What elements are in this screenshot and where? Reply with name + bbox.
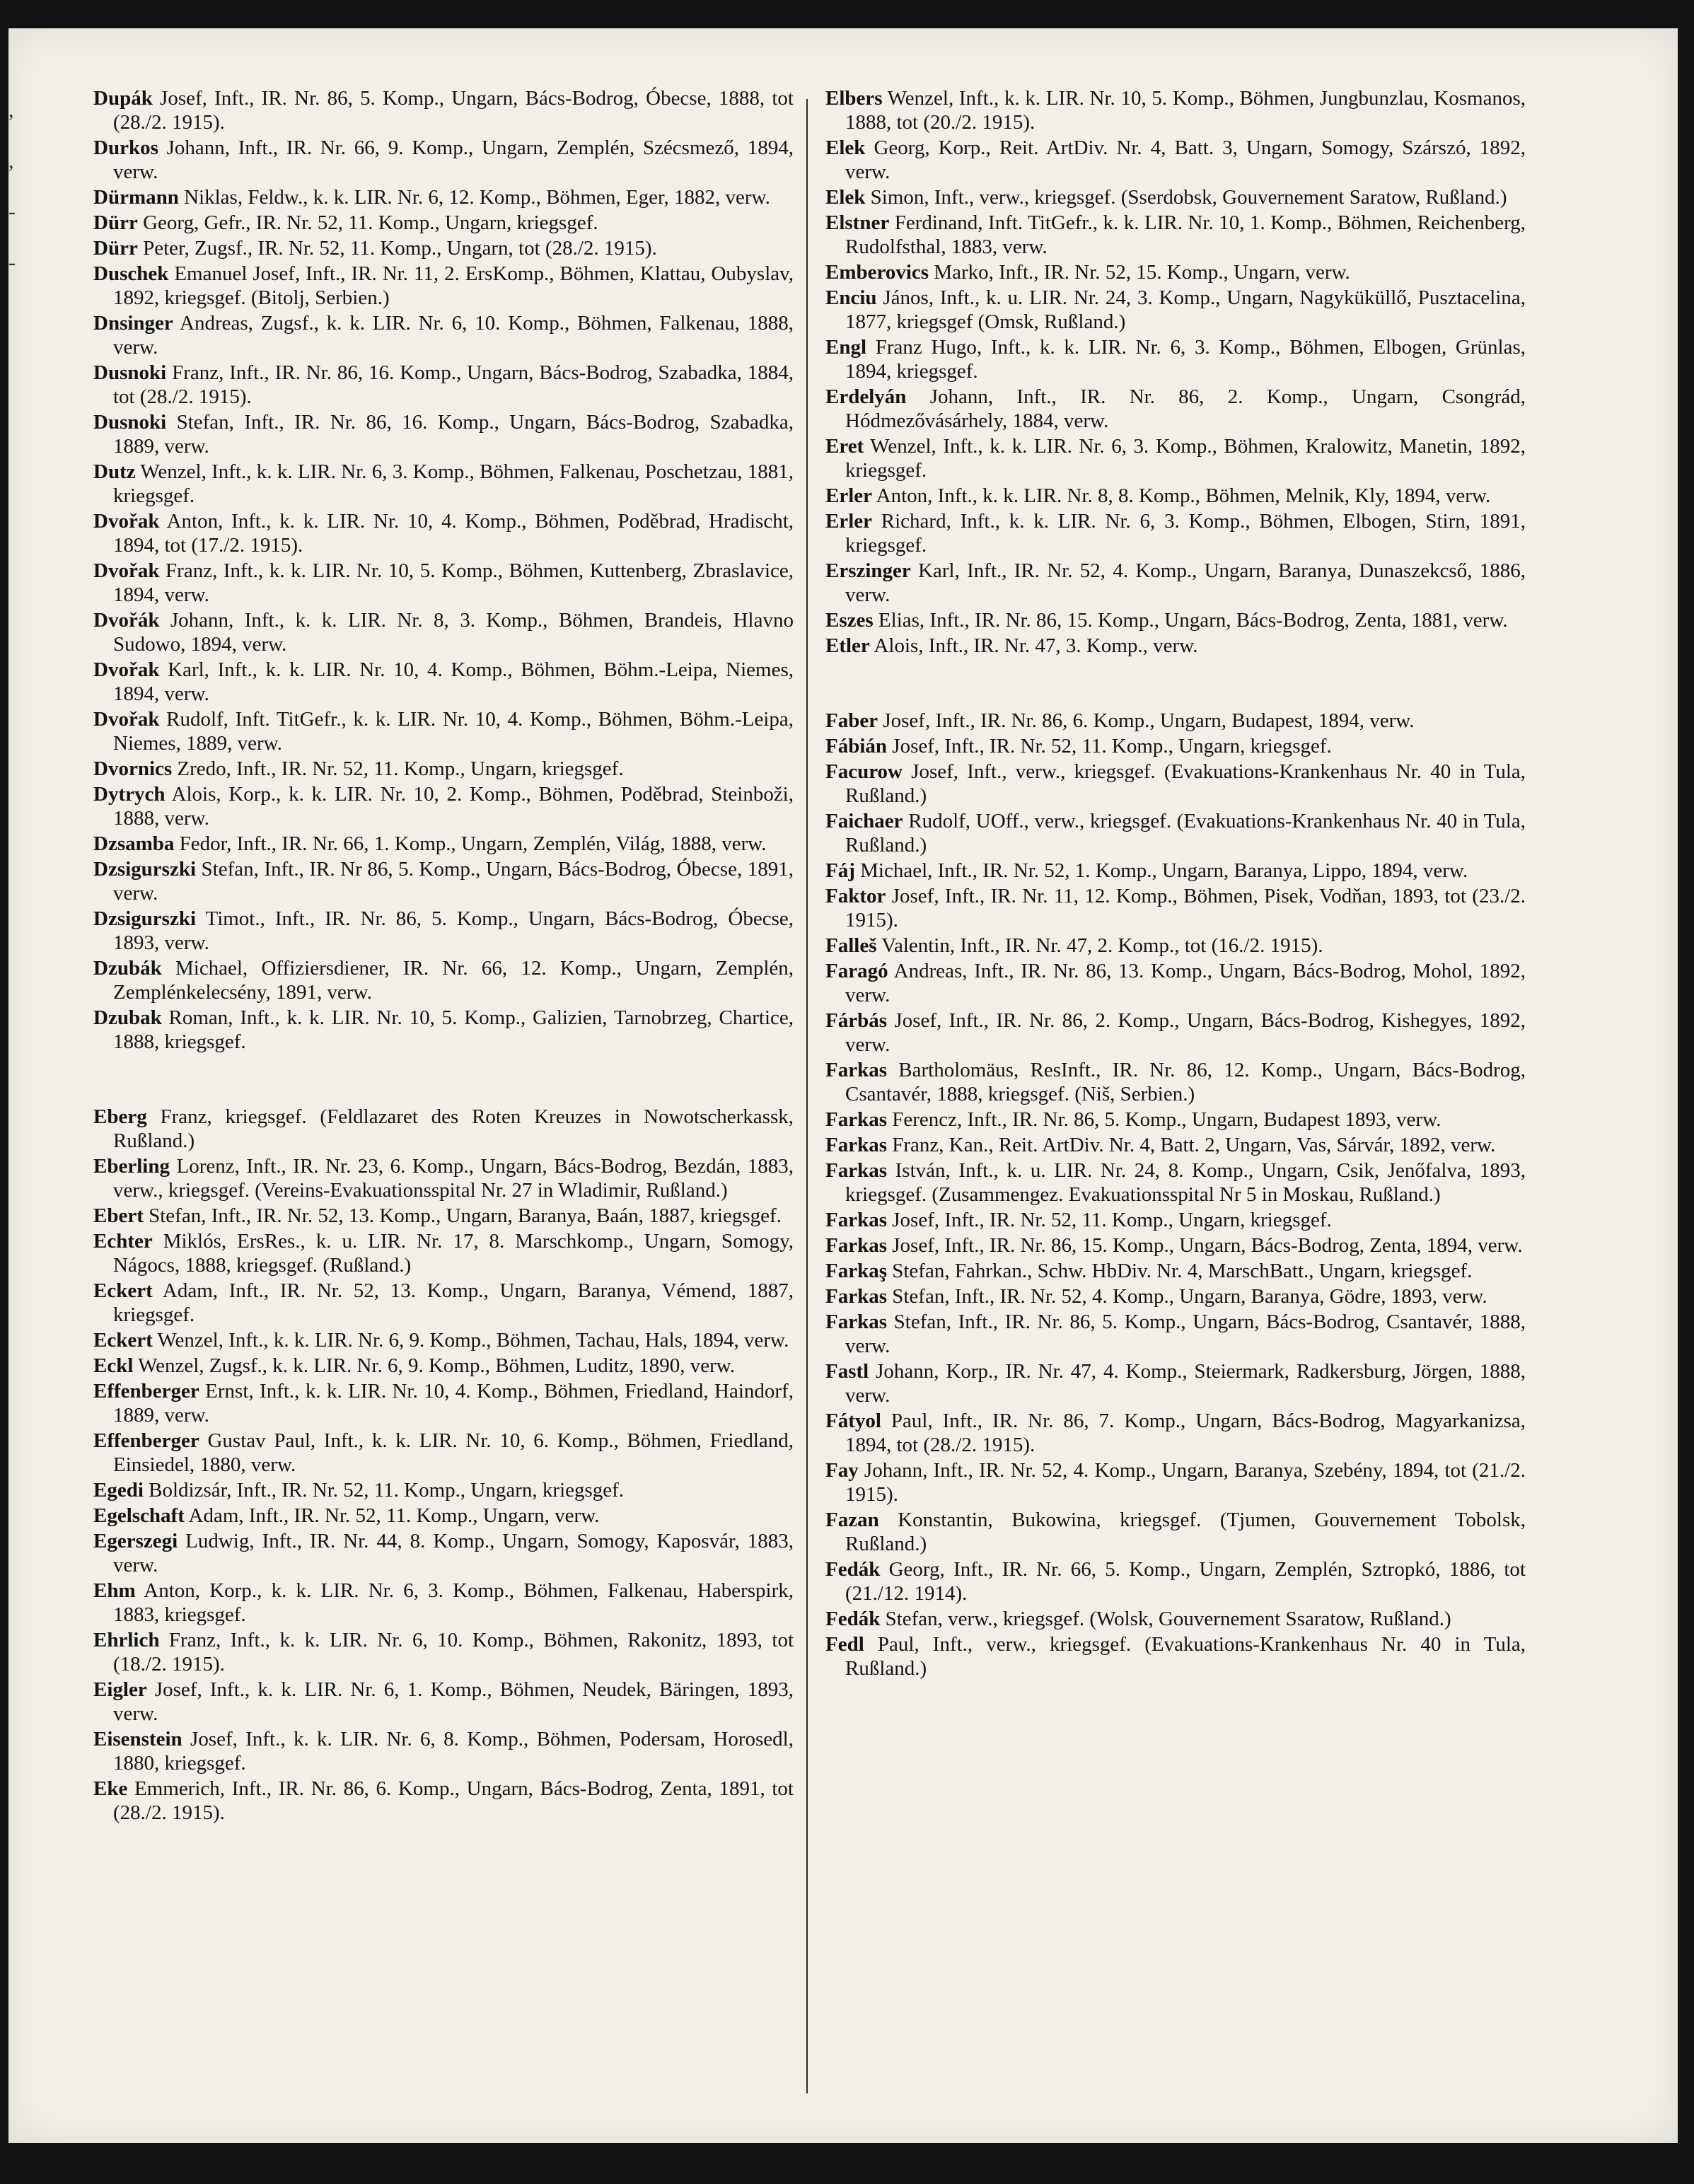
- register-entry: [825, 484, 1526, 508]
- register-entry: [825, 760, 1526, 808]
- entry-details: Miklós, ErsRes., k. u. LIR. Nr. 17, 8. Marschkomp., Ungarn, Somogy, Nágocs, 1888, kriegsgef. (Rußland.): [113, 1230, 794, 1277]
- entry-details: Peter, Zugsf., IR. Nr. 52, 11. Komp., Ungarn, tot (28./2. 1915).: [137, 237, 657, 260]
- entry-details: Rudolf, UOff., verw., kriegsgef. (Evakuations-Krankenhaus Nr. 40 in Tula, Rußland.): [845, 810, 1526, 856]
- entry-surname: Eckl: [93, 1354, 134, 1377]
- entry-details: Andreas, Inft., IR. Nr. 86, 13. Komp., Ungarn, Bács-Bodrog, Mohol, 1892, verw.: [845, 960, 1526, 1006]
- entry-details: Paul, Inft., verw., kriegsgef. (Evakuations-Krankenhaus Nr. 40 in Tula, Rußland.): [845, 1633, 1526, 1680]
- entry-surname: Engl: [825, 336, 867, 359]
- entry-details: István, Inft., k. u. LIR. Nr. 24, 8. Komp., Ungarn, Csik, Jenőfalva, 1893, kriegsgef. (Zusammengez. Evakuationsspital Nr 5 in Moskau, Rußland.): [845, 1159, 1526, 1206]
- right-group-f: [825, 709, 1526, 1680]
- left-group-e: [93, 1105, 794, 1825]
- entry-details: Alois, Korp., k. k. LIR. Nr. 10, 2. Komp., Böhmen, Poděbrad, Steinboži, 1888, verw.: [113, 783, 794, 830]
- entry-details: Lorenz, Inft., IR. Nr. 23, 6. Komp., Ungarn, Bács-Bodrog, Bezdán, 1883, verw., kriegsgef. (Vereins-Evakuationsspital Nr. 27 in Wladimir, Rußland.): [113, 1155, 794, 1202]
- entry-details: Josef, Inft., IR. Nr. 11, 12. Komp., Böhmen, Pisek, Vodňan, 1893, tot (23./2. 1915).: [845, 885, 1526, 931]
- entry-details: Rudolf, Inft. TitGefr., k. k. LIR. Nr. 10, 4. Komp., Böhmen, Böhm.-Leipa, Niemes, 1889, verw.: [113, 708, 794, 755]
- entry-surname: Dvornics: [93, 757, 173, 780]
- entry-surname: Eberling: [93, 1155, 170, 1178]
- entry-surname: Egelschaft: [93, 1504, 185, 1527]
- register-entry: [825, 734, 1526, 758]
- entry-surname: Enciu: [825, 286, 877, 309]
- register-entry: [825, 335, 1526, 383]
- register-entry: [93, 857, 794, 905]
- register-entry: [825, 1284, 1526, 1308]
- entry-surname: Faber: [825, 709, 878, 732]
- entry-surname: Eckert: [93, 1279, 153, 1302]
- entry-details: Niklas, Feldw., k. k. LIR. Nr. 6, 12. Komp., Böhmen, Eger, 1882, verw.: [178, 186, 770, 209]
- entry-details: Johann, Inft., k. k. LIR. Nr. 8, 3. Komp., Böhmen, Brandeis, Hlavno Sudowo, 1894, verw.: [113, 609, 794, 656]
- entry-details: Emmerich, Inft., IR. Nr. 86, 6. Komp., Ungarn, Bács-Bodrog, Zenta, 1891, tot (28./2. 1915).: [113, 1777, 794, 1824]
- entry-surname: Elstner: [825, 211, 890, 234]
- entry-surname: Elbers: [825, 87, 883, 110]
- register-entry: [825, 809, 1526, 857]
- entry-details: Roman, Inft., k. k. LIR. Nr. 10, 5. Komp., Galizien, Tarnobrzeg, Chartice, 1888, kriegsgef.: [113, 1006, 794, 1053]
- entry-details: Josef, Inft., k. k. LIR. Nr. 6, 1. Komp., Böhmen, Neudek, Bäringen, 1893, verw.: [113, 1678, 794, 1725]
- entry-details: Zredo, Inft., IR. Nr. 52, 11. Komp., Ungarn, kriegsgef.: [172, 757, 624, 780]
- entry-surname: Elek: [825, 186, 866, 209]
- entry-details: Emanuel Josef, Inft., IR. Nr. 11, 2. ErsKomp., Böhmen, Klattau, Oubyslav, 1892, kriegsgef. (Bitolj, Serbien.): [113, 262, 794, 309]
- entry-details: Franz, Inft., IR. Nr. 86, 16. Komp., Ungarn, Bács-Bodrog, Szabadka, 1884, tot (28./2. 1915).: [113, 361, 794, 408]
- entry-surname: Eckert: [93, 1329, 153, 1352]
- left-column: [93, 86, 794, 1826]
- entry-surname: Dürmann: [93, 186, 179, 209]
- entry-details: Ernst, Inft., k. k. LIR. Nr. 10, 4. Komp., Böhmen, Friedland, Haindorf, 1889, verw.: [113, 1380, 794, 1427]
- entry-details: Ferdinand, Inft. TitGefr., k. k. LIR. Nr. 10, 1. Komp., Böhmen, Reichenberg, Rudolfsthal, 1883, verw.: [845, 211, 1526, 258]
- entry-surname: Dürr: [93, 211, 138, 234]
- entry-surname: Farkas: [825, 1285, 887, 1308]
- entry-details: Johann, Inft., IR. Nr. 52, 4. Komp., Ungarn, Baranya, Szebény, 1894, tot (21./2. 1915).: [845, 1459, 1526, 1506]
- entry-surname: Egedi: [93, 1479, 144, 1502]
- register-entry: [93, 956, 794, 1004]
- register-entry: [825, 260, 1526, 284]
- entry-surname: Fáj: [825, 859, 855, 882]
- entry-details: Elias, Inft., IR. Nr. 86, 15. Komp., Ungarn, Bács-Bodrog, Zenta, 1881, verw.: [873, 609, 1508, 632]
- entry-details: Michael, Offiziersdiener, IR. Nr. 66, 12. Komp., Ungarn, Zemplén, Zemplénkelecsény, 1891, verw.: [113, 957, 794, 1004]
- register-entry: [825, 1208, 1526, 1232]
- entry-details: Georg, Inft., IR. Nr. 66, 5. Komp., Ungarn, Zemplén, Sztropkó, 1886, tot (21./12. 1914).: [845, 1558, 1526, 1605]
- register-entry: [825, 286, 1526, 334]
- entry-surname: Farkaş: [825, 1260, 887, 1282]
- register-entry: [825, 1108, 1526, 1132]
- entry-surname: Dnsinger: [93, 312, 173, 335]
- left-group-d: [93, 86, 794, 1054]
- entry-surname: Dvořak: [93, 658, 160, 681]
- register-entry: [93, 185, 794, 209]
- entry-surname: Etler: [825, 634, 870, 657]
- entry-surname: Ehrlich: [93, 1629, 160, 1651]
- entry-surname: Fazan: [825, 1509, 879, 1531]
- register-entry: [93, 509, 794, 557]
- entry-surname: Dzsamba: [93, 832, 175, 855]
- entry-surname: Erler: [825, 510, 873, 533]
- entry-surname: Eszes: [825, 609, 874, 632]
- entry-details: Karl, Inft., k. k. LIR. Nr. 10, 4. Komp., Böhmen, Böhm.-Leipa, Niemes, 1894, verw.: [113, 658, 794, 705]
- entry-details: Stefan, Inft., IR. Nr. 86, 5. Komp., Ungarn, Bács-Bodrog, Csantavér, 1888, verw.: [845, 1311, 1526, 1357]
- register-entry: [825, 1458, 1526, 1506]
- register-entry: [93, 262, 794, 310]
- register-entry: [93, 86, 794, 134]
- register-entry: [825, 185, 1526, 209]
- entry-details: Johann, Inft., IR. Nr. 66, 9. Komp., Ungarn, Zemplén, Szécsmező, 1894, verw.: [113, 136, 794, 183]
- entry-surname: Emberovics: [825, 261, 929, 284]
- register-entry: [93, 1229, 794, 1277]
- entry-details: Karl, Inft., IR. Nr. 52, 4. Komp., Ungarn, Baranya, Dunaszekcső, 1886, verw.: [845, 559, 1526, 606]
- register-entry: [825, 1133, 1526, 1157]
- register-entry: [825, 1310, 1526, 1358]
- register-entry: [93, 1379, 794, 1427]
- entry-surname: Egerszegi: [93, 1530, 178, 1552]
- entry-surname: Dzubak: [93, 1006, 162, 1029]
- register-entry: [825, 709, 1526, 733]
- entry-surname: Dupák: [93, 87, 153, 110]
- entry-details: Wenzel, Zugsf., k. k. LIR. Nr. 6, 9. Komp., Böhmen, Luditz, 1890, verw.: [133, 1354, 736, 1377]
- entry-surname: Erler: [825, 484, 873, 507]
- register-entry: [825, 1557, 1526, 1605]
- entry-surname: Facurow: [825, 760, 903, 783]
- entry-surname: Farkas: [825, 1311, 887, 1333]
- entry-details: Wenzel, Inft., k. k. LIR. Nr. 6, 9. Komp., Böhmen, Tachau, Hals, 1894, verw.: [152, 1329, 789, 1352]
- entry-surname: Eberg: [93, 1105, 147, 1128]
- register-entry: [93, 832, 794, 856]
- register-entry: [825, 859, 1526, 883]
- entry-details: János, Inft., k. u. LIR. Nr. 24, 3. Komp., Ungarn, Nagyküküllő, Pusztacelina, 1877, kriegsgef (Omsk, Rußland.): [845, 286, 1526, 333]
- right-group-e: [825, 86, 1526, 658]
- entry-details: Paul, Inft., IR. Nr. 86, 7. Komp., Ungarn, Bács-Bodrog, Magyarkanizsa, 1894, tot (28./2. 1915).: [845, 1410, 1526, 1456]
- entry-details: Ludwig, Inft., IR. Nr. 44, 8. Komp., Ungarn, Somogy, Kaposvár, 1883, verw.: [113, 1530, 794, 1576]
- register-entry: [825, 1058, 1526, 1106]
- page-edge-marks: , , - -: [8, 98, 16, 274]
- entry-details: Georg, Gefr., IR. Nr. 52, 11. Komp., Ungarn, kriegsgef.: [137, 211, 598, 234]
- entry-surname: Fedl: [825, 1633, 864, 1656]
- entry-surname: Fátyol: [825, 1410, 881, 1432]
- entry-surname: Ebert: [93, 1204, 144, 1227]
- register-entry: [825, 1607, 1526, 1631]
- entry-surname: Durkos: [93, 136, 158, 159]
- entry-surname: Faktor: [825, 885, 886, 907]
- register-entry: [93, 1478, 794, 1502]
- entry-surname: Effenberger: [93, 1429, 199, 1452]
- register-entry: [93, 1006, 794, 1054]
- entry-details: Franz, Inft., k. k. LIR. Nr. 6, 10. Komp., Böhmen, Rakonitz, 1893, tot (18./2. 1915).: [113, 1629, 794, 1675]
- entry-surname: Dusnoki: [93, 411, 167, 434]
- register-entry: [93, 757, 794, 781]
- entry-surname: Farkas: [825, 1234, 887, 1257]
- entry-details: Johann, Inft., IR. Nr. 86, 2. Komp., Ungarn, Csongrád, Hódmezővásárhely, 1884, verw.: [845, 385, 1526, 432]
- register-entry: [93, 559, 794, 607]
- entry-surname: Effenberger: [93, 1380, 199, 1402]
- entry-details: Marko, Inft., IR. Nr. 52, 15. Komp., Ungarn, verw.: [929, 261, 1350, 284]
- entry-details: Wenzel, Inft., k. k. LIR. Nr. 10, 5. Komp., Böhmen, Jungbunzlau, Kosmanos, 1888, tot (20./2. 1915).: [845, 87, 1526, 134]
- entry-details: Josef, Inft., k. k. LIR. Nr. 6, 8. Komp., Böhmen, Podersam, Horosedl, 1880, kriegsgef.: [113, 1728, 794, 1774]
- entry-details: Stefan, Inft., IR. Nr. 52, 4. Komp., Ungarn, Baranya, Gödre, 1893, verw.: [887, 1285, 1487, 1308]
- entry-details: Johann, Korp., IR. Nr. 47, 4. Komp., Steiermark, Radkersburg, Jörgen, 1888, verw.: [845, 1360, 1526, 1407]
- register-entry: [93, 707, 794, 755]
- entry-surname: Eisenstein: [93, 1728, 182, 1750]
- entry-details: Stefan, Inft., IR. Nr 86, 5. Komp., Ungarn, Bács-Bodrog, Óbecse, 1891, verw.: [113, 858, 794, 905]
- entry-surname: Faichaer: [825, 810, 903, 832]
- entry-details: Stefan, verw., kriegsgef. (Wolsk, Gouvernement Ssaratow, Rußland.): [880, 1608, 1451, 1630]
- register-entry: [93, 1504, 794, 1528]
- register-entry: [825, 884, 1526, 932]
- entry-details: Valentin, Inft., IR. Nr. 47, 2. Komp., tot (16./2. 1915).: [876, 934, 1323, 957]
- entry-surname: Fedák: [825, 1608, 881, 1630]
- entry-details: Alois, Inft., IR. Nr. 47, 3. Komp., verw.: [869, 634, 1198, 657]
- document-page: [8, 28, 1678, 2143]
- entry-details: Franz, Inft., k. k. LIR. Nr. 10, 5. Komp., Böhmen, Kuttenberg, Zbraslavice, 1894, verw.: [113, 559, 794, 606]
- entry-surname: Falleš: [825, 934, 877, 957]
- entry-details: Anton, Korp., k. k. LIR. Nr. 6, 3. Komp., Böhmen, Falkenau, Haberspirk, 1883, kriegsgef.: [113, 1579, 794, 1626]
- entry-details: Stefan, Inft., IR. Nr. 52, 13. Komp., Ungarn, Baranya, Baán, 1887, kriegsgef.: [143, 1204, 782, 1227]
- entry-details: Adam, Inft., IR. Nr. 52, 13. Komp., Ungarn, Baranya, Vémend, 1887, kriegsgef.: [113, 1279, 794, 1326]
- register-entry: [93, 1154, 794, 1202]
- entry-details: Boldizsár, Inft., IR. Nr. 52, 11. Komp., Ungarn, kriegsgef.: [143, 1479, 625, 1502]
- register-entry: [825, 1632, 1526, 1680]
- register-entry: [93, 658, 794, 706]
- entry-surname: Erszinger: [825, 559, 911, 582]
- register-entry: [825, 559, 1526, 607]
- entry-surname: Farkas: [825, 1134, 887, 1156]
- register-entry: [825, 634, 1526, 658]
- right-column: [825, 86, 1526, 1682]
- entry-surname: Fárbás: [825, 1009, 887, 1032]
- register-entry: [825, 136, 1526, 184]
- register-entry: [93, 1777, 794, 1825]
- entry-surname: Ehm: [93, 1579, 136, 1602]
- entry-surname: Farkas: [825, 1209, 887, 1231]
- register-entry: [93, 211, 794, 235]
- entry-details: Ferencz, Inft., IR. Nr. 86, 5. Komp., Ungarn, Budapest 1893, verw.: [887, 1108, 1441, 1131]
- register-entry: [825, 1508, 1526, 1556]
- register-entry: [93, 311, 794, 359]
- entry-surname: Dvořak: [93, 510, 160, 533]
- entry-surname: Echter: [93, 1230, 153, 1253]
- register-entry: [93, 1354, 794, 1378]
- register-entry: [93, 1279, 794, 1327]
- entry-details: Josef, Inft., IR. Nr. 86, 15. Komp., Ungarn, Bács-Bodrog, Zenta, 1894, verw.: [887, 1234, 1523, 1257]
- entry-details: Franz, kriegsgef. (Feldlazaret des Roten Kreuzes in Nowotscherkassk, Rußland.): [113, 1105, 794, 1152]
- register-entry: [93, 1678, 794, 1726]
- entry-details: Bartholomäus, ResInft., IR. Nr. 86, 12. Komp., Ungarn, Bács-Bodrog, Csantavér, 1888, kriegsgef. (Niš, Serbien.): [845, 1059, 1526, 1105]
- entry-details: Josef, Inft., IR. Nr. 86, 2. Komp., Ungarn, Bács-Bodrog, Kishegyes, 1892, verw.: [845, 1009, 1526, 1056]
- entry-surname: Eke: [93, 1777, 128, 1800]
- register-entry: [825, 934, 1526, 958]
- register-entry: [93, 410, 794, 458]
- entry-details: Anton, Inft., k. k. LIR. Nr. 10, 4. Komp., Böhmen, Poděbrad, Hradischt, 1894, tot (17./2. 1915).: [113, 510, 794, 557]
- register-entry: [93, 460, 794, 508]
- entry-details: Simon, Inft., verw., kriegsgef. (Sserdobsk, Gouvernement Saratow, Rußland.): [865, 186, 1507, 209]
- entry-details: Franz Hugo, Inft., k. k. LIR. Nr. 6, 3. Komp., Böhmen, Elbogen, Grünlas, 1894, kriegsgef.: [845, 336, 1526, 383]
- register-entry: [825, 1409, 1526, 1457]
- register-entry: [93, 1529, 794, 1577]
- register-entry: [825, 509, 1526, 557]
- register-entry: [93, 782, 794, 830]
- entry-details: Richard, Inft., k. k. LIR. Nr. 6, 3. Komp., Böhmen, Elbogen, Stirn, 1891, kriegsgef.: [845, 510, 1526, 557]
- entry-surname: Dytrych: [93, 783, 166, 806]
- entry-details: Wenzel, Inft., k. k. LIR. Nr. 6, 3. Komp., Böhmen, Kralowitz, Manetin, 1892, kriegsgef.: [845, 435, 1526, 482]
- entry-surname: Erdelyán: [825, 385, 907, 408]
- register-entry: [93, 1429, 794, 1477]
- register-entry: [825, 434, 1526, 482]
- register-entry: [93, 1579, 794, 1627]
- register-entry: [825, 385, 1526, 433]
- entry-surname: Fastl: [825, 1360, 869, 1383]
- register-entry: [825, 1233, 1526, 1257]
- entry-details: Josef, Inft., IR. Nr. 52, 11. Komp., Ungarn, kriegsgef.: [887, 735, 1332, 757]
- register-entry: [825, 86, 1526, 134]
- entry-surname: Eret: [825, 435, 864, 458]
- register-entry: [825, 211, 1526, 259]
- entry-details: Wenzel, Inft., k. k. LIR. Nr. 6, 3. Komp., Böhmen, Falkenau, Poschetzau, 1881, kriegsgef.: [113, 460, 794, 507]
- entry-surname: Faragó: [825, 960, 888, 982]
- register-entry: [93, 1328, 794, 1352]
- entry-details: Timot., Inft., IR. Nr. 86, 5. Komp., Ungarn, Bács-Bodrog, Óbecse, 1893, verw.: [113, 907, 794, 954]
- register-entry: [93, 1628, 794, 1676]
- register-entry: [825, 1359, 1526, 1407]
- entry-details: Fedor, Inft., IR. Nr. 66, 1. Komp., Ungarn, Zemplén, Világ, 1888, verw.: [174, 832, 767, 855]
- register-entry: [93, 1727, 794, 1775]
- entry-details: Stefan, Fahrkan., Schw. HbDiv. Nr. 4, MarschBatt., Ungarn, kriegsgef.: [887, 1260, 1473, 1282]
- register-entry: [93, 136, 794, 184]
- entry-surname: Dvořák: [93, 609, 160, 632]
- section-gap: [825, 659, 1526, 709]
- entry-surname: Dzubák: [93, 957, 162, 980]
- register-entry: [825, 1259, 1526, 1283]
- entry-details: Franz, Kan., Reit. ArtDiv. Nr. 4, Batt. 2, Ungarn, Vas, Sárvár, 1892, verw.: [887, 1134, 1496, 1156]
- entry-surname: Dutz: [93, 460, 136, 483]
- entry-details: Georg, Korp., Reit. ArtDiv. Nr. 4, Batt. 3, Ungarn, Somogy, Szárszó, 1892, verw.: [845, 136, 1526, 183]
- entry-details: Josef, Inft., IR. Nr. 52, 11. Komp., Ungarn, kriegsgef.: [887, 1209, 1332, 1231]
- register-entry: [93, 907, 794, 955]
- register-entry: [825, 1009, 1526, 1057]
- entry-surname: Farkas: [825, 1159, 887, 1182]
- entry-surname: Farkas: [825, 1059, 887, 1081]
- entry-details: Josef, Inft., IR. Nr. 86, 6. Komp., Ungarn, Budapest, 1894, verw.: [878, 709, 1415, 732]
- register-entry: [93, 1204, 794, 1228]
- section-gap: [93, 1055, 794, 1105]
- register-entry: [825, 959, 1526, 1007]
- entry-surname: Dusnoki: [93, 361, 167, 384]
- entry-surname: Farkas: [825, 1108, 887, 1131]
- entry-details: Anton, Inft., k. k. LIR. Nr. 8, 8. Komp., Böhmen, Melnik, Kly, 1894, verw.: [872, 484, 1491, 507]
- entry-surname: Dvořak: [93, 559, 160, 582]
- entry-details: Stefan, Inft., IR. Nr. 86, 16. Komp., Ungarn, Bács-Bodrog, Szabadka, 1889, verw.: [113, 411, 794, 458]
- entry-surname: Fábián: [825, 735, 888, 757]
- entry-details: Adam, Inft., IR. Nr. 52, 11. Komp., Ungarn, verw.: [184, 1504, 600, 1527]
- entry-details: Andreas, Zugsf., k. k. LIR. Nr. 6, 10. Komp., Böhmen, Falkenau, 1888, verw.: [113, 312, 794, 359]
- register-entry: [825, 608, 1526, 632]
- entry-surname: Elek: [825, 136, 866, 159]
- entry-surname: Duschek: [93, 262, 169, 285]
- entry-surname: Dzsigurszki: [93, 907, 196, 930]
- entry-surname: Eigler: [93, 1678, 147, 1701]
- register-entry: [93, 236, 794, 260]
- register-entry: [93, 1105, 794, 1153]
- register-entry: [93, 361, 794, 409]
- register-entry: [825, 1158, 1526, 1207]
- entry-surname: Dürr: [93, 237, 138, 260]
- entry-details: Josef, Inft., verw., kriegsgef. (Evakuations-Krankenhaus Nr. 40 in Tula, Rußland.): [845, 760, 1526, 807]
- entry-details: Gustav Paul, Inft., k. k. LIR. Nr. 10, 6. Komp., Böhmen, Friedland, Einsiedel, 1880, verw.: [113, 1429, 794, 1476]
- column-divider: [806, 99, 808, 2093]
- entry-details: Konstantin, Bukowina, kriegsgef. (Tjumen, Gouvernement Tobolsk, Rußland.): [845, 1509, 1526, 1555]
- entry-surname: Fay: [825, 1459, 859, 1482]
- entry-details: Michael, Inft., IR. Nr. 52, 1. Komp., Ungarn, Baranya, Lippo, 1894, verw.: [854, 859, 1468, 882]
- entry-surname: Dzsigurszki: [93, 858, 196, 881]
- entry-surname: Fedák: [825, 1558, 881, 1581]
- entry-details: Josef, Inft., IR. Nr. 86, 5. Komp., Ungarn, Bács-Bodrog, Óbecse, 1888, tot (28./2. 1915).: [113, 87, 794, 134]
- entry-surname: Dvořak: [93, 708, 160, 731]
- register-entry: [93, 608, 794, 656]
